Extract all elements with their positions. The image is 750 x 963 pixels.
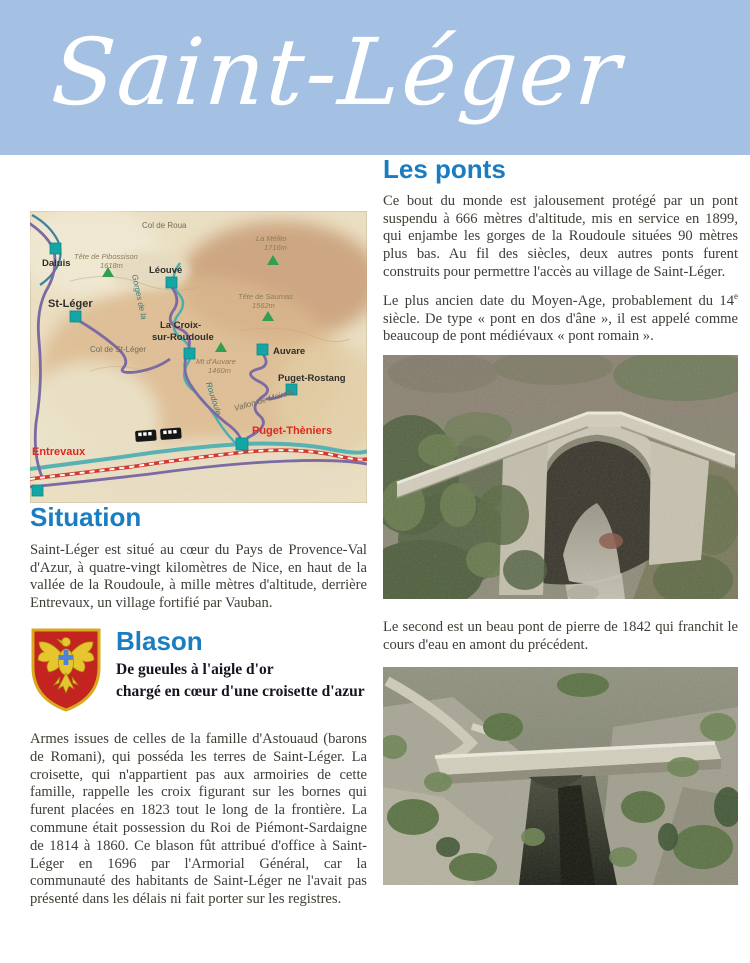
left-column: [30, 155, 367, 909]
photo-stone-bridge-1842: [383, 667, 738, 890]
ponts-paragraph-1: Ce bout du monde est jalousement protégé par un pont suspendu à 666 mètres d'altitude, mis en service en 1899, qui enjambe les gorges de la Roudoule situées 90 mètres plus bas. Au fil des siècles, deux autres ponts furent construits pour permettre l'accès au village de Saint-Léger.: [383, 192, 738, 281]
ponts-paragraph-2: [383, 293, 738, 346]
blason-block: [30, 627, 367, 718]
ponts-heading: Les ponts: [383, 154, 506, 184]
coat-of-arms: [30, 627, 102, 718]
ponts-paragraph-2-text: Le plus ancien date du Moyen-Age, probablement du 14: [383, 292, 734, 309]
coat-of-arms-illustration: [30, 627, 102, 713]
photo-medieval-bridge-illustration: [383, 355, 738, 599]
blason-caption-line2: chargé en cœur d'une croisette d'azur: [116, 682, 365, 700]
ponts-paragraph-2-text-end: siècle. De type « pont en dos d'âne », il est appelé comme beaucoup de pont médiévaux « pont romain ».: [383, 310, 738, 345]
region-map: [30, 211, 367, 503]
region-map-illustration: [30, 211, 367, 503]
photo-medieval-bridge: [383, 355, 738, 604]
photo-stone-bridge-1842-illustration: [383, 667, 738, 885]
blason-caption-line1: De gueules à l'aigle d'or: [116, 660, 274, 678]
blason-paragraph: Armes issues de celles de la famille d'Astouaud (barons de Romani), qui posséda les terres de Saint-Léger. La croisette, qui n'appartient pas aux armoiries de cette famille, rappelle les croix figurant sur les bornes qui furent placées en 1823 tout le long de la frontière. La commune était possession du Roi de Piémont-Sardaigne de 1814 à 1860. Ce blason fût attribué d'office à Saint-Léger en 1696 par l'Armorial Général, car la communauté des habitants de Saint-Léger ne l'avait pas présenté dans les délais ni fait porter sur les registres.: [30, 731, 367, 908]
ponts-paragraph-3: Le second est un beau pont de pierre de 1842 qui franchit le cours d'eau en amont du précédent.: [383, 619, 738, 654]
page-title: Saint-Léger: [48, 18, 626, 126]
situation-paragraph: Saint-Léger est situé au cœur du Pays de Provence-Val d'Azur, à quatre-vingt kilomètres de Nice, en haut de la vallée de la Roudoule, à mille mètres d'altitude, derrière Entrevaux, un village fortifié par Vauban.: [30, 541, 367, 612]
page-body: [0, 155, 750, 909]
blason-heading: Blason: [116, 626, 203, 657]
right-column: [383, 155, 738, 909]
ponts-paragraph-2-sup: e: [734, 291, 738, 302]
page-header-band: [0, 0, 750, 155]
blason-text-block: [116, 627, 365, 701]
situation-heading: Situation: [30, 502, 142, 532]
